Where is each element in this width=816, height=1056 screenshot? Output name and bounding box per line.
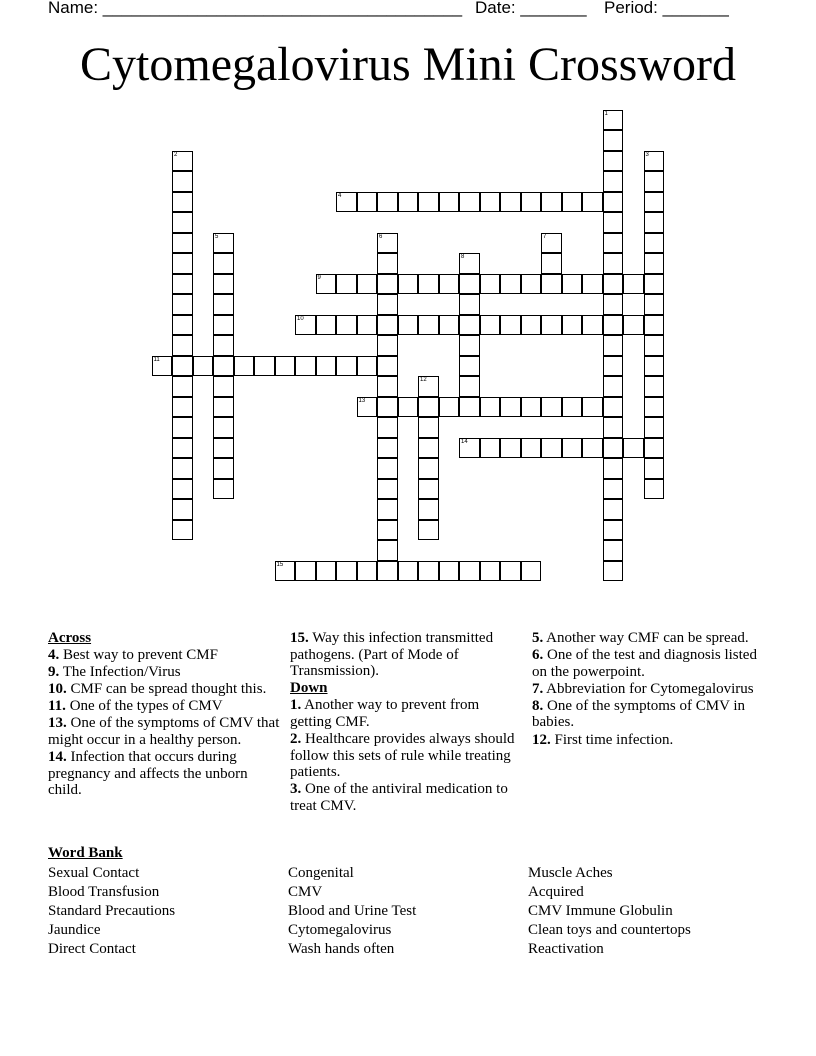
crossword-cell[interactable] (172, 294, 193, 315)
crossword-cell[interactable] (172, 274, 193, 295)
crossword-cell[interactable] (541, 397, 562, 418)
crossword-cell[interactable] (377, 520, 398, 541)
crossword-cell[interactable] (172, 479, 193, 500)
word-bank-item: Jaundice (48, 922, 101, 938)
crossword-cell[interactable] (213, 397, 234, 418)
word-bank-item: Blood and Urine Test (288, 903, 417, 919)
down-clue-3: 3. One of the antiviral medication to treat CMV. (290, 781, 508, 814)
crossword-cell[interactable] (521, 438, 542, 459)
crossword-cell[interactable] (213, 479, 234, 500)
crossword-cell[interactable] (459, 356, 480, 377)
down-clue-7: 7. Abbreviation for Cytomegalovirus (532, 680, 754, 697)
crossword-cell[interactable] (213, 253, 234, 274)
word-bank-item: Muscle Aches (528, 865, 613, 881)
crossword-cell[interactable] (377, 376, 398, 397)
period-field-label[interactable]: Period: _______ (604, 0, 729, 17)
crossword-cell[interactable] (398, 274, 419, 295)
word-bank-item: Direct Contact (48, 941, 136, 957)
crossword-cell[interactable] (459, 397, 480, 418)
clue-number: 11 (153, 356, 160, 363)
crossword-cell[interactable] (377, 233, 398, 254)
crossword-cell[interactable] (582, 438, 603, 459)
crossword-cell[interactable] (480, 315, 501, 336)
clues-column-1 (48, 630, 280, 799)
crossword-cell[interactable] (172, 171, 193, 192)
crossword-cell[interactable] (439, 561, 460, 582)
crossword-cell[interactable] (377, 274, 398, 295)
crossword-cell[interactable] (336, 192, 357, 213)
crossword-cell[interactable] (377, 315, 398, 336)
crossword-cell[interactable] (603, 520, 624, 541)
crossword-cell[interactable] (582, 315, 603, 336)
across-clue-11: 11. One of the types of CMV (48, 698, 223, 715)
crossword-cell[interactable] (644, 335, 665, 356)
crossword-cell[interactable] (459, 253, 480, 274)
crossword-cell[interactable] (603, 212, 624, 233)
crossword-cell[interactable] (603, 479, 624, 500)
crossword-cell[interactable] (459, 294, 480, 315)
across-clue-15: 15. Way this infection transmitted pathogens. (Part of Mode of Transmission). (290, 630, 494, 680)
crossword-cell[interactable] (336, 356, 357, 377)
crossword-cell[interactable] (500, 438, 521, 459)
crossword-cell[interactable] (357, 192, 378, 213)
crossword-cell[interactable] (541, 274, 562, 295)
crossword-cell[interactable] (603, 499, 624, 520)
down-clue-8: 8. One of the symptoms of CMV in babies. (532, 697, 746, 731)
crossword-cell[interactable] (418, 479, 439, 500)
word-bank-item: Clean toys and countertops (528, 922, 691, 938)
crossword-cell[interactable] (172, 458, 193, 479)
name-field-label[interactable]: Name: ______________________________________ (48, 0, 463, 17)
crossword-cell[interactable] (336, 274, 357, 295)
crossword-cell[interactable] (275, 356, 296, 377)
crossword-cell[interactable] (603, 151, 624, 172)
crossword-cell[interactable] (582, 274, 603, 295)
crossword-cell[interactable] (172, 315, 193, 336)
crossword-cell[interactable] (398, 315, 419, 336)
crossword-cell[interactable] (644, 274, 665, 295)
crossword-cell[interactable] (459, 561, 480, 582)
down-heading: Down (290, 680, 328, 697)
crossword-cell[interactable] (459, 335, 480, 356)
word-bank-item: Sexual Contact (48, 865, 140, 881)
crossword-cell[interactable] (603, 315, 624, 336)
date-field-label[interactable]: Date: _______ (475, 0, 587, 17)
crossword-cell[interactable] (172, 499, 193, 520)
across-clue-9: 9. The Infection/Virus (48, 664, 181, 681)
clue-number: 7 (543, 233, 547, 240)
crossword-cell[interactable] (172, 438, 193, 459)
crossword-cell[interactable] (521, 274, 542, 295)
crossword-cell[interactable] (644, 171, 665, 192)
crossword-cell[interactable] (521, 315, 542, 336)
page-title: Cytomegalovirus Mini Crossword (80, 38, 736, 91)
crossword-cell[interactable] (541, 438, 562, 459)
across-clue-10: 10. CMF can be spread thought this. (48, 681, 267, 698)
crossword-cell[interactable] (500, 274, 521, 295)
crossword-cell[interactable] (377, 458, 398, 479)
crossword-cell[interactable] (541, 192, 562, 213)
crossword-cell[interactable] (213, 335, 234, 356)
crossword-cell[interactable] (480, 561, 501, 582)
crossword-cell[interactable] (336, 315, 357, 336)
crossword-cell[interactable] (418, 397, 439, 418)
crossword-cell[interactable] (644, 479, 665, 500)
crossword-cell[interactable] (603, 438, 624, 459)
crossword-cell[interactable] (152, 356, 173, 377)
crossword-cell[interactable] (213, 356, 234, 377)
crossword-cell[interactable] (439, 397, 460, 418)
crossword-cell[interactable] (623, 438, 644, 459)
crossword-cell[interactable] (603, 356, 624, 377)
crossword-cell[interactable] (377, 540, 398, 561)
crossword-cell[interactable] (213, 458, 234, 479)
word-bank-item: CMV (288, 884, 323, 900)
crossword-cell[interactable] (644, 294, 665, 315)
crossword-cell[interactable] (644, 212, 665, 233)
crossword-cell[interactable] (377, 294, 398, 315)
crossword-cell[interactable] (172, 520, 193, 541)
crossword-cell[interactable] (603, 335, 624, 356)
word-bank-item: Blood Transfusion (48, 884, 160, 900)
crossword-cell[interactable] (603, 458, 624, 479)
crossword-cell[interactable] (603, 233, 624, 254)
clue-number: 9 (317, 274, 321, 281)
crossword-cell[interactable] (541, 315, 562, 336)
crossword-cell[interactable] (172, 335, 193, 356)
crossword-cell[interactable] (562, 438, 583, 459)
crossword-cell[interactable] (603, 274, 624, 295)
crossword-cell[interactable] (172, 376, 193, 397)
crossword-cell[interactable] (480, 274, 501, 295)
crossword-cell[interactable] (357, 561, 378, 582)
crossword-cell[interactable] (644, 233, 665, 254)
word-bank-item: Standard Precautions (48, 903, 176, 919)
crossword-cell[interactable] (172, 192, 193, 213)
crossword-cell[interactable] (357, 397, 378, 418)
crossword-cell[interactable] (357, 274, 378, 295)
crossword-cell[interactable] (172, 417, 193, 438)
crossword-cell[interactable] (500, 315, 521, 336)
clue-number: 6 (379, 233, 383, 240)
crossword-cell[interactable] (521, 397, 542, 418)
crossword-cell[interactable] (644, 315, 665, 336)
crossword-cell[interactable] (603, 130, 624, 151)
crossword-cell[interactable] (418, 458, 439, 479)
crossword-cell[interactable] (603, 171, 624, 192)
crossword-cell[interactable] (418, 192, 439, 213)
clue-number: 8 (461, 254, 465, 260)
crossword-cell[interactable] (418, 561, 439, 582)
crossword-cell[interactable] (459, 438, 480, 459)
crossword-cell[interactable] (398, 397, 419, 418)
crossword-cell[interactable] (418, 520, 439, 541)
crossword-cell[interactable] (603, 561, 624, 582)
down-clue-6: 6. One of the test and diagnosis listed on the powerpoint. (532, 647, 757, 680)
crossword-cell[interactable] (377, 356, 398, 377)
crossword-cell[interactable] (213, 315, 234, 336)
crossword-cell[interactable] (644, 397, 665, 418)
crossword-cell[interactable] (295, 315, 316, 336)
crossword-cell[interactable] (213, 438, 234, 459)
crossword-cell[interactable] (603, 397, 624, 418)
crossword-cell[interactable] (562, 315, 583, 336)
crossword-cell[interactable] (213, 294, 234, 315)
crossword-cell[interactable] (377, 438, 398, 459)
crossword-cell[interactable] (336, 561, 357, 582)
crossword-cell[interactable] (213, 233, 234, 254)
across-clue-4: 4. Best way to prevent CMF (48, 647, 218, 664)
word-bank-column-2 (288, 864, 416, 959)
crossword-cell[interactable] (623, 315, 644, 336)
crossword-cell[interactable] (418, 499, 439, 520)
clue-number: 14 (461, 438, 468, 445)
crossword-cell[interactable] (459, 192, 480, 213)
down-clue-2: 2. Healthcare provides always should follow this sets of rule while treating patients. (290, 731, 515, 781)
crossword-cell[interactable] (644, 458, 665, 479)
crossword-cell[interactable] (644, 356, 665, 377)
word-bank-heading: Word Bank (48, 845, 123, 861)
crossword-cell[interactable] (377, 499, 398, 520)
crossword-cell[interactable] (439, 274, 460, 295)
crossword-cell[interactable] (172, 151, 193, 172)
clue-number: 13 (358, 397, 366, 404)
crossword-cell[interactable] (644, 417, 665, 438)
clue-number: 3 (645, 151, 649, 158)
crossword-cell[interactable] (644, 192, 665, 213)
crossword-cell[interactable] (500, 192, 521, 213)
clue-number: 12 (420, 377, 427, 383)
crossword-cell[interactable] (562, 397, 583, 418)
clue-number: 5 (215, 233, 219, 240)
crossword-cell[interactable] (562, 274, 583, 295)
clue-number: 4 (338, 192, 342, 199)
crossword-cell[interactable] (603, 110, 624, 131)
down-clue-12: 12. First time infection. (532, 731, 674, 748)
crossword-cell[interactable] (644, 438, 665, 459)
crossword-cell[interactable] (316, 561, 337, 582)
down-clue-5: 5. Another way CMF can be spread. (532, 630, 749, 646)
crossword-cell[interactable] (418, 376, 439, 397)
crossword-cell[interactable] (644, 151, 665, 172)
crossword-cell[interactable] (316, 274, 337, 295)
crossword-cell[interactable] (603, 376, 624, 397)
crossword-cell[interactable] (439, 192, 460, 213)
word-bank-column-1 (48, 864, 175, 959)
crossword-cell[interactable] (377, 253, 398, 274)
clue-number: 2 (174, 151, 178, 158)
crossword-cell[interactable] (172, 212, 193, 233)
crossword-cell[interactable] (172, 233, 193, 254)
crossword-cell[interactable] (418, 438, 439, 459)
crossword-cell[interactable] (459, 274, 480, 295)
clue-number: 1 (604, 110, 608, 117)
crossword-cell[interactable] (644, 376, 665, 397)
clues-column-2 (290, 630, 522, 815)
crossword-cell[interactable] (500, 397, 521, 418)
crossword-cell[interactable] (377, 561, 398, 582)
clues-column-3 (532, 630, 764, 749)
crossword-cell[interactable] (603, 192, 624, 213)
crossword-cell[interactable] (418, 274, 439, 295)
word-bank-item: Congenital (288, 865, 354, 881)
crossword-cell[interactable] (275, 561, 296, 582)
crossword-cell[interactable] (603, 540, 624, 561)
crossword-cell[interactable] (439, 315, 460, 336)
crossword-cell[interactable] (398, 561, 419, 582)
crossword-cell[interactable] (357, 356, 378, 377)
crossword-cell[interactable] (521, 192, 542, 213)
crossword-cell[interactable] (603, 253, 624, 274)
crossword-cell[interactable] (480, 192, 501, 213)
crossword-cell[interactable] (623, 274, 644, 295)
crossword-cell[interactable] (541, 253, 562, 274)
crossword-cell[interactable] (295, 561, 316, 582)
crossword-cell[interactable] (603, 294, 624, 315)
crossword-cell[interactable] (644, 253, 665, 274)
across-clue-14: 14. Infection that occurs during pregnancy and affects the unborn child. (48, 749, 248, 799)
crossword-cell[interactable] (234, 356, 255, 377)
crossword-cell[interactable] (295, 356, 316, 377)
clue-number: 15 (276, 561, 284, 568)
crossword-cell[interactable] (316, 356, 337, 377)
word-bank-item: Reactivation (528, 941, 604, 957)
crossword-cell[interactable] (316, 315, 337, 336)
crossword-cell[interactable] (377, 335, 398, 356)
down-clue-1: 1. Another way to prevent from getting CMF. (290, 697, 480, 730)
across-clue-13: 13. One of the symptoms of CMV that might occur in a healthy person. (48, 715, 280, 749)
word-bank-column-3 (528, 864, 691, 959)
clue-number: 10 (297, 315, 304, 322)
crossword-cell[interactable] (377, 192, 398, 213)
word-bank-item: Wash hands often (288, 941, 395, 957)
crossword-cell[interactable] (562, 192, 583, 213)
crossword-cell[interactable] (172, 356, 193, 377)
crossword-cell[interactable] (459, 376, 480, 397)
crossword-cell[interactable] (213, 274, 234, 295)
crossword-cell[interactable] (377, 417, 398, 438)
crossword-cell[interactable] (213, 417, 234, 438)
across-heading: Across (48, 630, 92, 646)
word-bank-item: Cytomegalovirus (288, 922, 392, 938)
crossword-cell[interactable] (418, 315, 439, 336)
crossword-cell[interactable] (377, 479, 398, 500)
crossword-cell[interactable] (480, 397, 501, 418)
crossword-cell[interactable] (172, 253, 193, 274)
crossword-cell[interactable] (357, 315, 378, 336)
crossword-cell[interactable] (254, 356, 275, 377)
crossword-cell[interactable] (500, 561, 521, 582)
crossword-cell[interactable] (172, 397, 193, 418)
crossword-cell[interactable] (582, 192, 603, 213)
crossword-cell[interactable] (521, 561, 542, 582)
crossword-cell[interactable] (377, 397, 398, 418)
crossword-cell[interactable] (193, 356, 214, 377)
crossword-cell[interactable] (418, 417, 439, 438)
crossword-cell[interactable] (582, 397, 603, 418)
word-bank-item: CMV Immune Globulin (528, 903, 673, 919)
crossword-cell[interactable] (398, 192, 419, 213)
crossword-cell[interactable] (459, 315, 480, 336)
crossword-cell[interactable] (541, 233, 562, 254)
word-bank-item: Acquired (528, 884, 584, 900)
crossword-cell[interactable] (480, 438, 501, 459)
crossword-cell[interactable] (603, 417, 624, 438)
crossword-cell[interactable] (213, 376, 234, 397)
